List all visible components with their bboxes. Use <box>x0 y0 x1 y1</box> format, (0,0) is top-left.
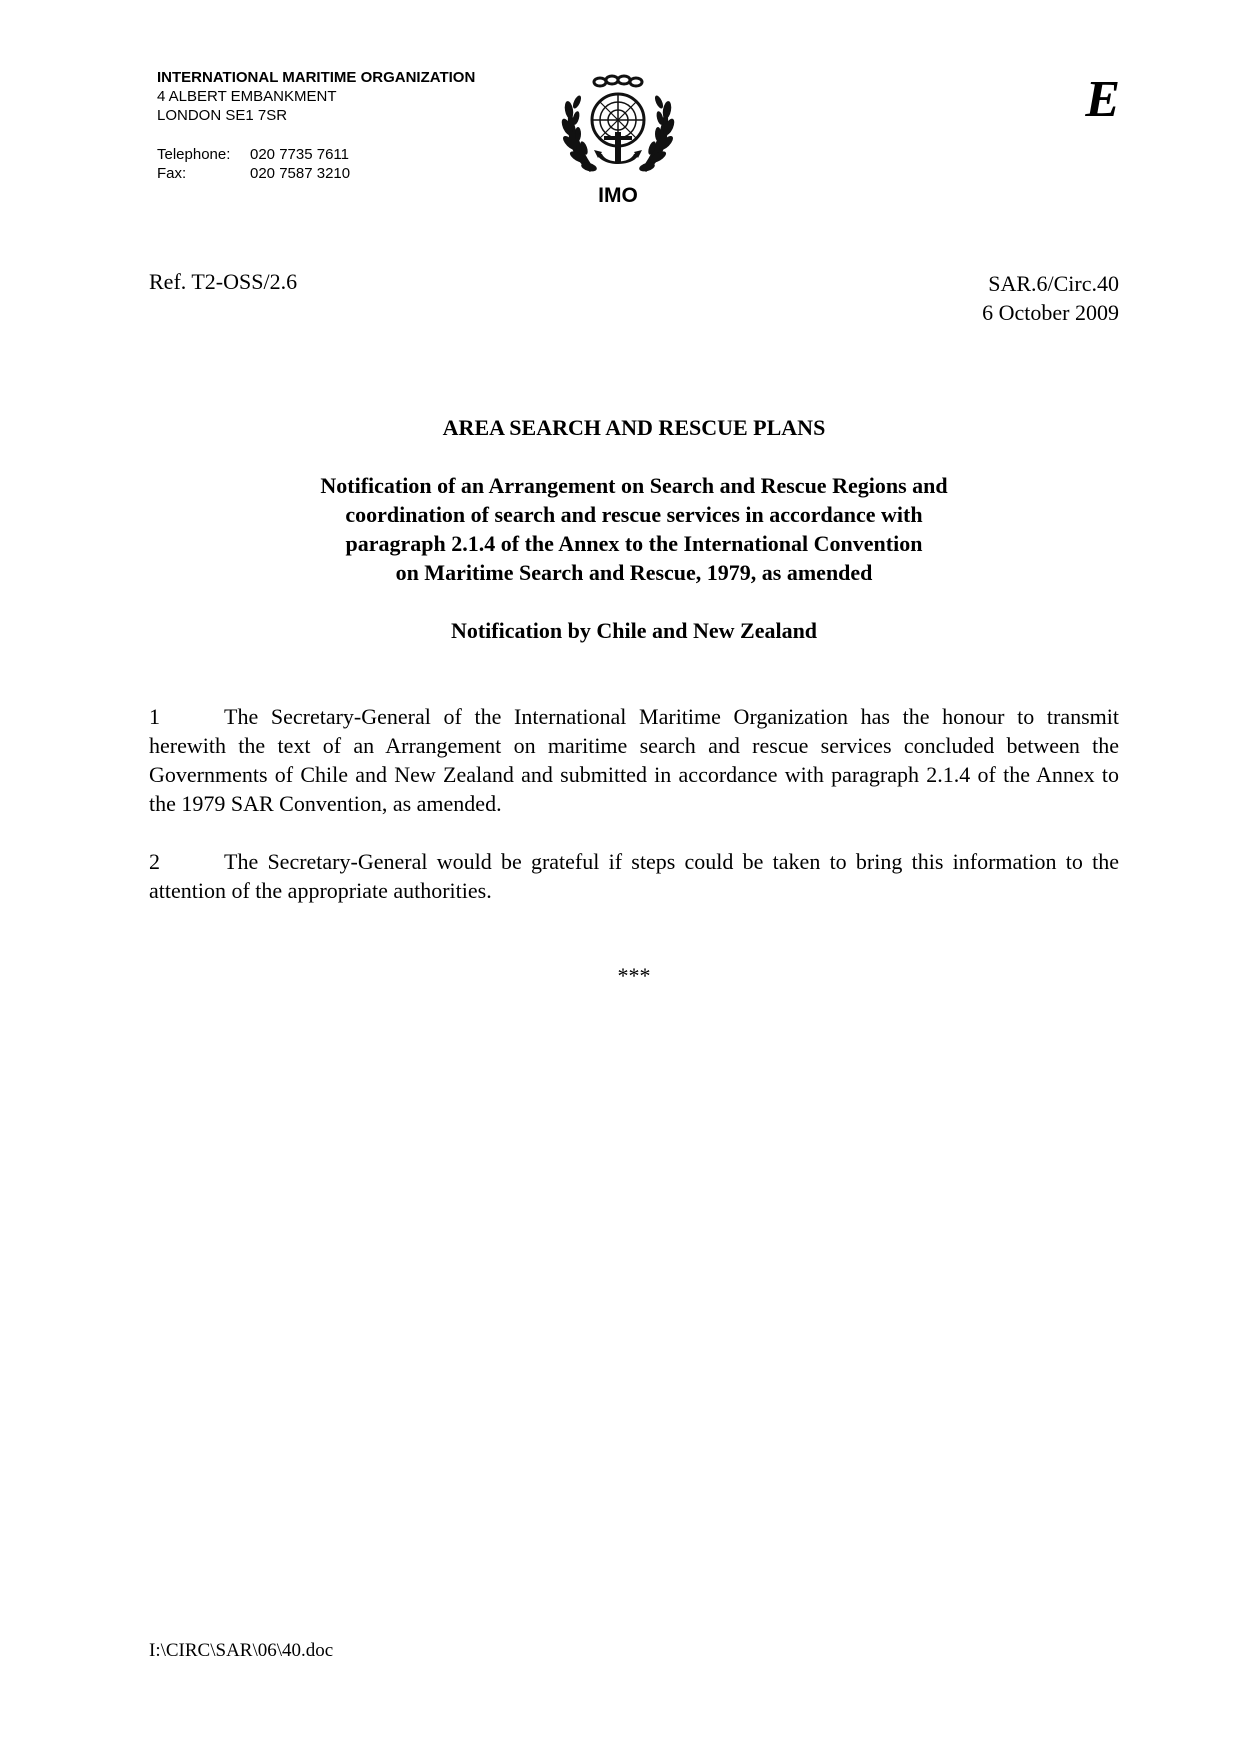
address-line-2: LONDON SE1 7SR <box>157 107 288 124</box>
fax-value: 020 7587 3210 <box>250 165 351 182</box>
paragraph-2 <box>149 847 1119 905</box>
laurel-right-icon <box>638 94 676 173</box>
telephone-label: Telephone: <box>157 146 231 163</box>
paragraph-text: The Secretary-General would be grateful if steps could be taken to bring this information to the attention of the appropriate authorities. <box>149 849 1119 903</box>
section-separator: *** <box>617 963 651 988</box>
fax-label: Fax: <box>157 165 187 182</box>
footer-file-path: I:\CIRC\SAR\06\40.doc <box>149 1640 334 1661</box>
reference-number: Ref. T2-OSS/2.6 <box>149 269 298 294</box>
document-subtitle <box>149 471 1119 587</box>
subtitle-line: Notification of an Arrangement on Search and Rescue Regions and <box>320 473 948 498</box>
paragraph-1 <box>149 702 1119 818</box>
paragraph-text: The Secretary-General of the International Maritime Organization has the honour to transmit herewith the text of an Arrangement on maritime search and rescue services concluded between the Governments of Chile and New Zealand and submitted in accordance with paragraph 2.1.4 of the Annex to the 1979 SAR Convention, as amended. <box>149 704 1119 816</box>
subtitle-line: on Maritime Search and Rescue, 1979, as amended <box>395 560 873 585</box>
imo-emblem-icon <box>560 72 676 180</box>
fax-row <box>157 164 350 183</box>
language-code: E <box>1085 71 1120 128</box>
chain-icon <box>594 76 642 86</box>
document-date: 6 October 2009 <box>982 300 1119 325</box>
document-number: SAR.6/Circ.40 <box>988 271 1119 296</box>
address-line-1: 4 ALBERT EMBANKMENT <box>157 88 337 105</box>
telephone-row <box>157 145 350 164</box>
telephone-value: 020 7735 7611 <box>250 146 349 163</box>
subtitle-line: paragraph 2.1.4 of the Annex to the International Convention <box>345 531 923 556</box>
logo-text: IMO <box>598 184 638 207</box>
subtitle-line: coordination of search and rescue services in accordance with <box>345 502 923 527</box>
laurel-left-icon <box>560 94 598 173</box>
organization-name: INTERNATIONAL MARITIME ORGANIZATION <box>157 69 476 86</box>
notification-heading: Notification by Chile and New Zealand <box>450 618 818 643</box>
contact-details <box>157 145 350 183</box>
document-title: AREA SEARCH AND RESCUE PLANS <box>442 415 826 440</box>
paragraph-number: 2 <box>149 849 160 874</box>
letterhead <box>157 68 475 125</box>
paragraph-number: 1 <box>149 704 160 729</box>
document-reference <box>982 269 1119 327</box>
